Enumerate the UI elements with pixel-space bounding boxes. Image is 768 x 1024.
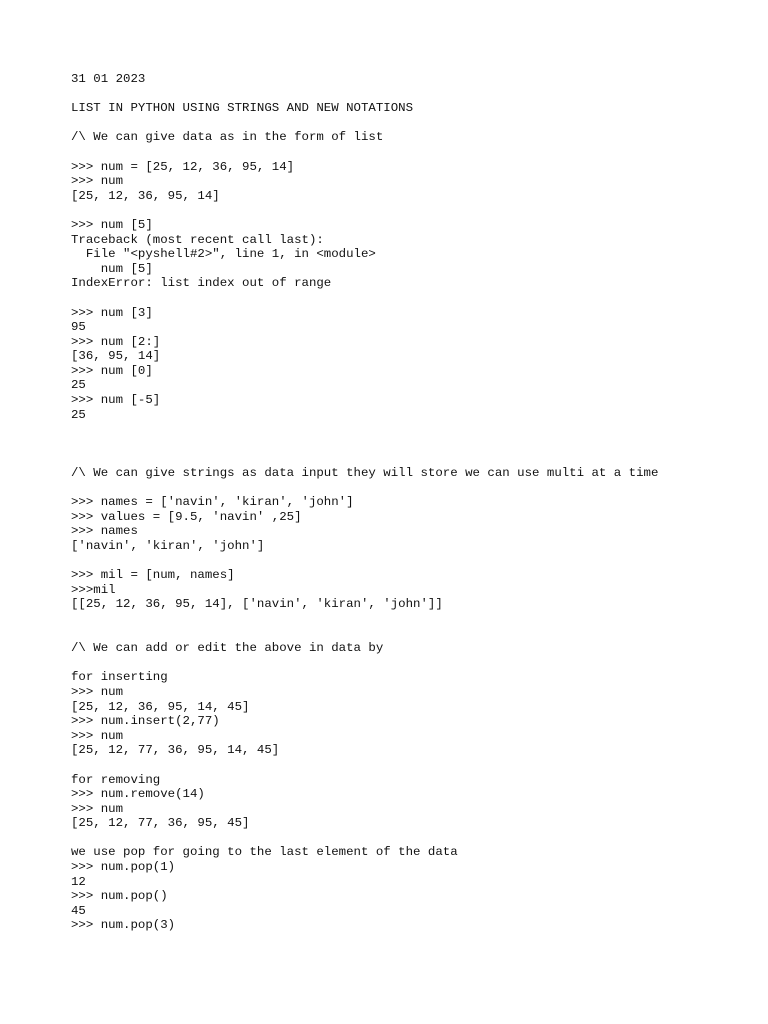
code-line: >>> names bbox=[71, 524, 138, 539]
section-heading: /\ We can give strings as data input they will store we can use multi at a time bbox=[71, 466, 659, 481]
code-line: >>> num [2:] bbox=[71, 334, 161, 349]
code-line: >>> num = [25, 12, 36, 95, 14] bbox=[71, 159, 295, 174]
section-strings-data bbox=[71, 466, 751, 612]
code-line: [25, 12, 77, 36, 95, 45] bbox=[71, 816, 250, 831]
code-line: >>> values = [9.5, 'navin' ,25] bbox=[71, 509, 302, 524]
code-line: >>> num bbox=[71, 728, 124, 743]
code-line: num [5] bbox=[71, 261, 153, 276]
code-line: IndexError: list index out of range bbox=[71, 276, 332, 291]
code-line: 25 bbox=[71, 407, 86, 422]
code-line: >>> num bbox=[71, 684, 124, 699]
code-line: >>> num.pop(1) bbox=[71, 860, 176, 875]
code-line: >>> num bbox=[71, 174, 124, 189]
code-block bbox=[71, 306, 751, 423]
code-line: Traceback (most recent call last): bbox=[71, 232, 324, 247]
code-line: >>> mil = [num, names] bbox=[71, 568, 235, 583]
section-list-data bbox=[71, 130, 751, 422]
document-page bbox=[71, 72, 751, 933]
code-line: [[25, 12, 36, 95, 14], ['navin', 'kiran', 'john']] bbox=[71, 597, 443, 612]
code-block bbox=[71, 568, 751, 612]
code-line: for inserting bbox=[71, 670, 168, 685]
code-line: 25 bbox=[71, 378, 86, 393]
code-line: 45 bbox=[71, 903, 86, 918]
section-heading: /\ We can add or edit the above in data by bbox=[71, 641, 384, 656]
code-line: >>> num.insert(2,77) bbox=[71, 714, 220, 729]
code-block bbox=[71, 160, 751, 204]
code-line: >>> num [-5] bbox=[71, 393, 161, 408]
document-title: LIST IN PYTHON USING STRINGS AND NEW NOTATIONS bbox=[71, 101, 414, 116]
code-line: 12 bbox=[71, 874, 86, 889]
code-line: >>> names = ['navin', 'kiran', 'john'] bbox=[71, 495, 354, 510]
code-block bbox=[71, 495, 751, 553]
section-heading: /\ We can give data as in the form of list bbox=[71, 130, 384, 145]
code-line: ['navin', 'kiran', 'john'] bbox=[71, 539, 265, 554]
code-line: >>> num [3] bbox=[71, 305, 153, 320]
code-block bbox=[71, 670, 751, 758]
code-line: File "<pyshell#2>", line 1, in <module> bbox=[71, 247, 376, 262]
code-line: [25, 12, 77, 36, 95, 14, 45] bbox=[71, 743, 280, 758]
code-block bbox=[71, 845, 751, 933]
code-line: [25, 12, 36, 95, 14] bbox=[71, 188, 220, 203]
code-line: for removing bbox=[71, 772, 161, 787]
code-line: we use pop for going to the last element of the data bbox=[71, 845, 458, 860]
document-date: 31 01 2023 bbox=[71, 72, 146, 86]
code-block bbox=[71, 773, 751, 831]
code-line: >>> num [5] bbox=[71, 217, 153, 232]
code-block bbox=[71, 218, 751, 291]
code-line: [36, 95, 14] bbox=[71, 349, 161, 364]
code-line: [25, 12, 36, 95, 14, 45] bbox=[71, 699, 250, 714]
code-line: >>> num.remove(14) bbox=[71, 787, 205, 802]
code-line: 95 bbox=[71, 320, 86, 335]
code-line: >>> num.pop(3) bbox=[71, 918, 176, 933]
code-line: >>> num.pop() bbox=[71, 889, 168, 904]
code-line: >>> num bbox=[71, 801, 124, 816]
code-line: >>> num [0] bbox=[71, 363, 153, 378]
code-line: >>>mil bbox=[71, 582, 116, 597]
section-edit-data bbox=[71, 641, 751, 933]
